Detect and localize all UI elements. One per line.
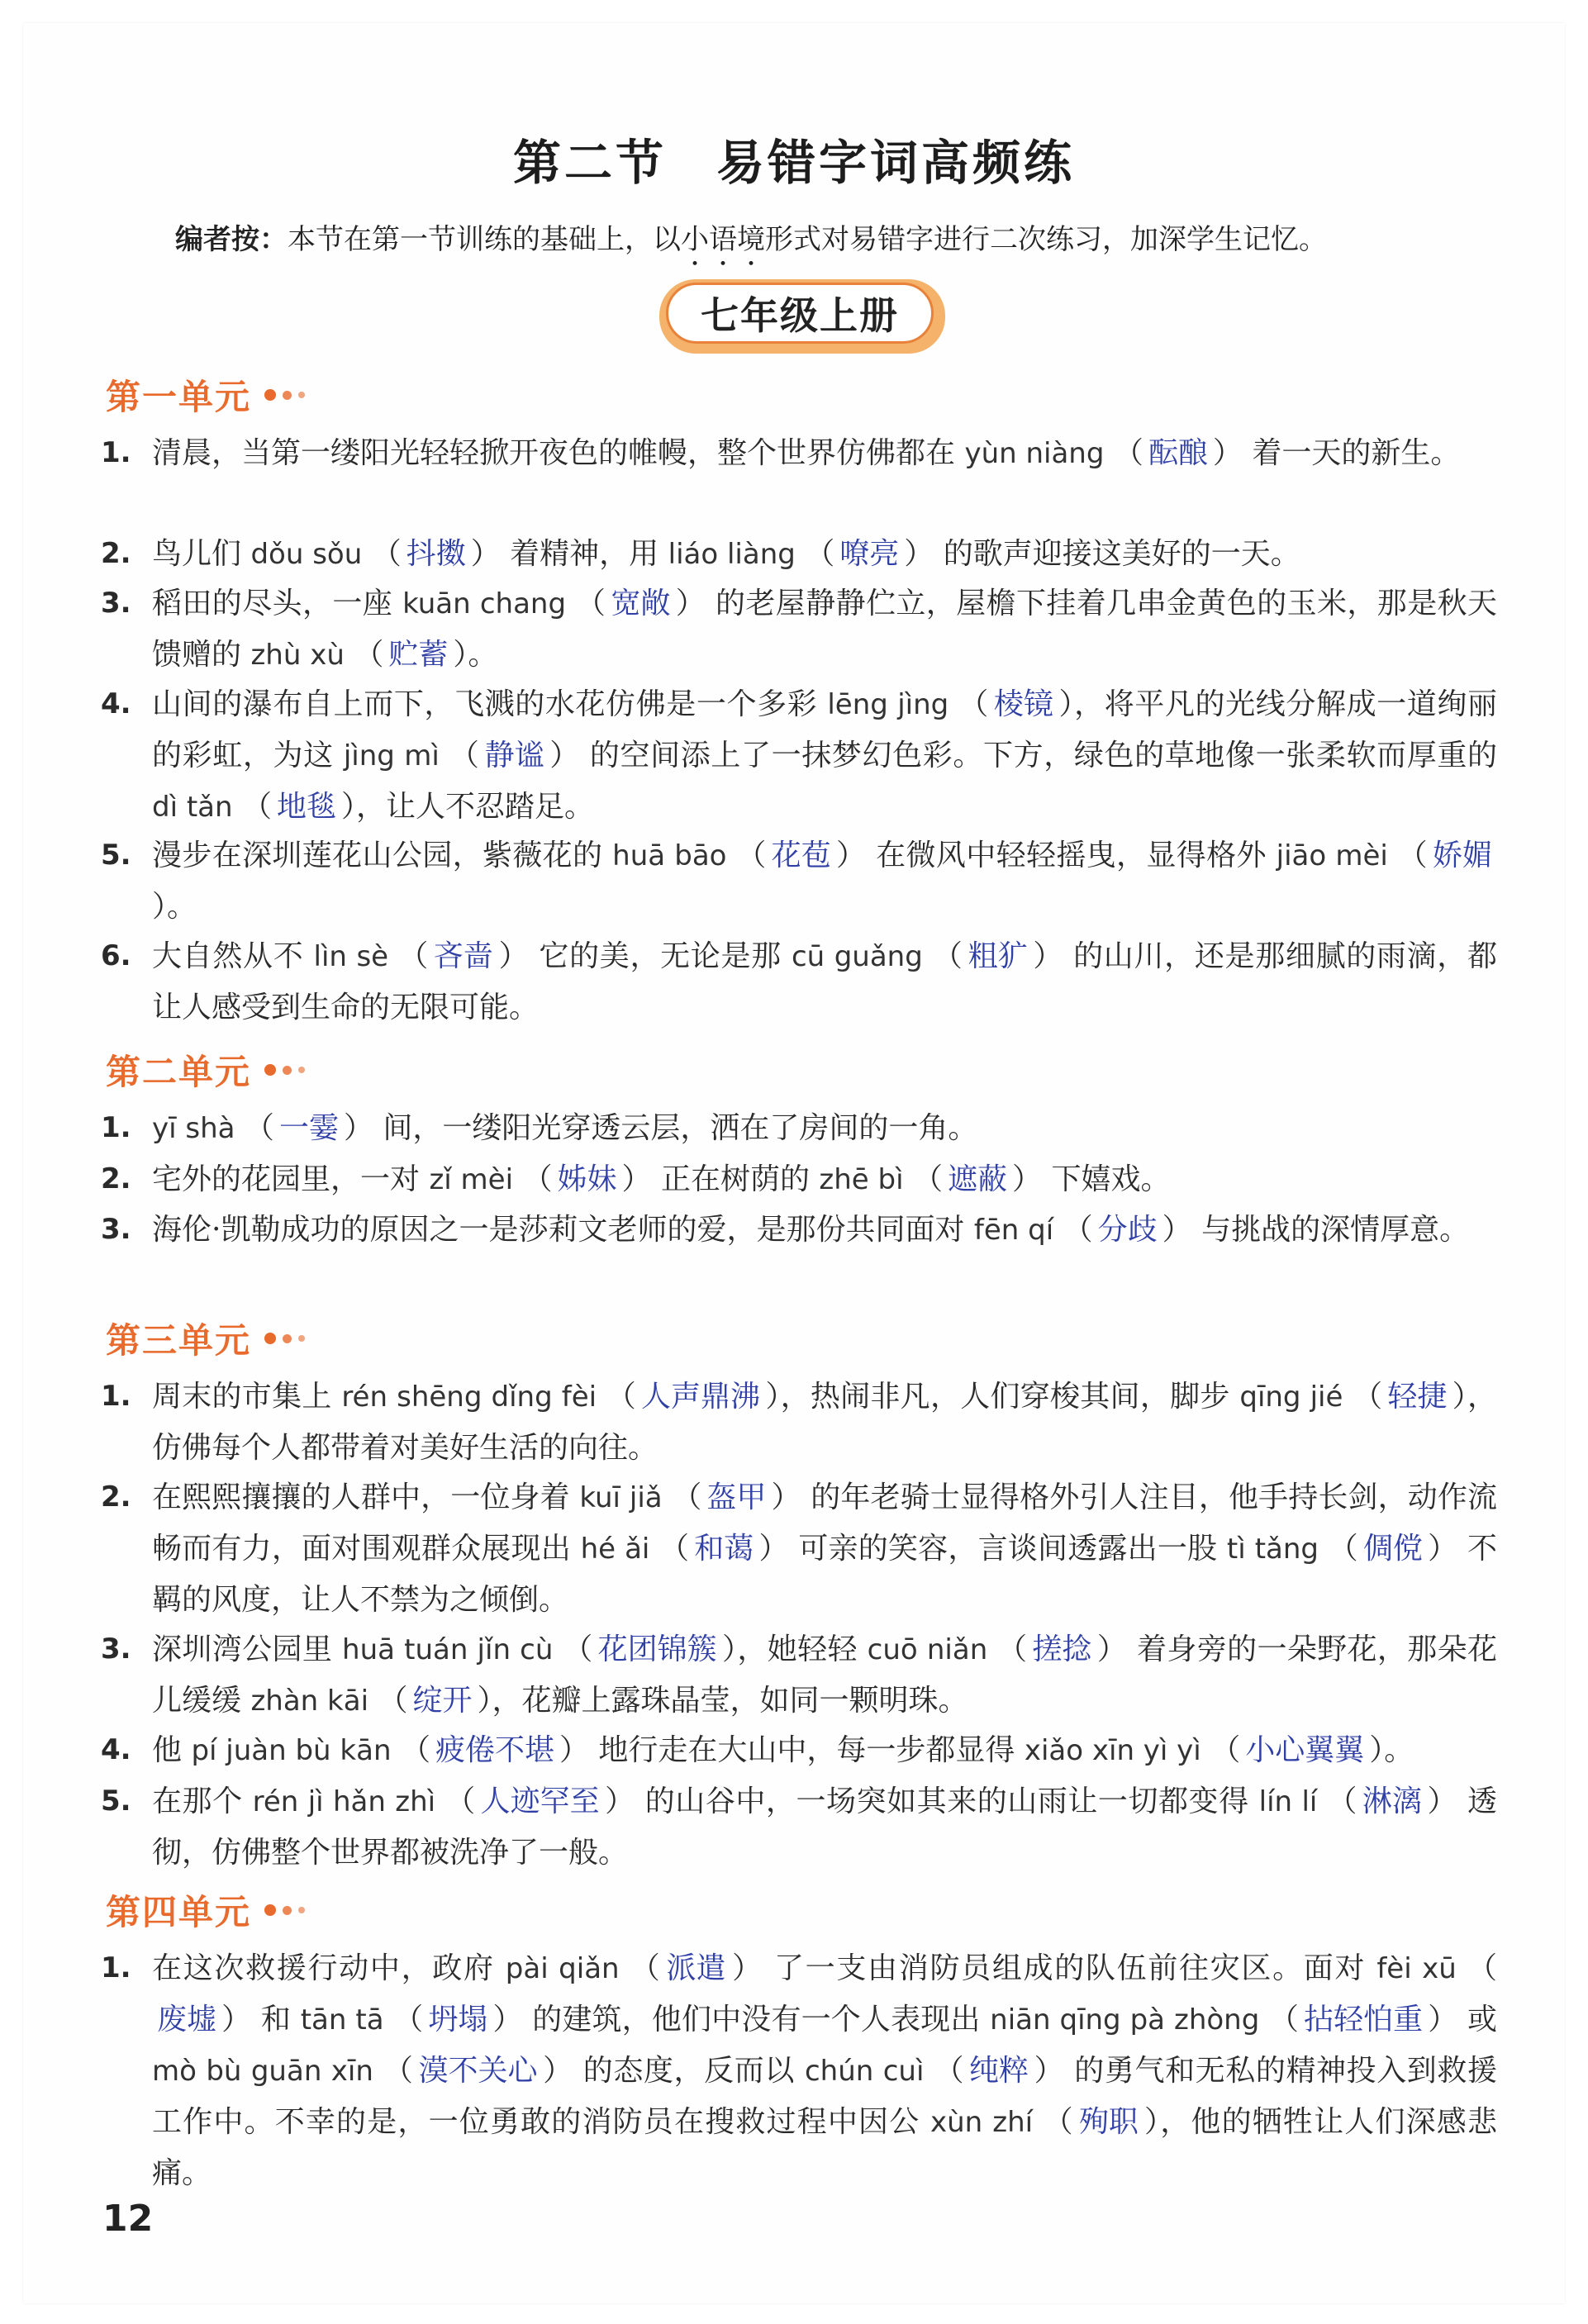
sentence-text: （ <box>391 1733 430 1767</box>
sentence-text: ），仿佛每个人都带着对美好生活的向往。 <box>152 1380 1497 1465</box>
exercise-item <box>101 529 1497 580</box>
item-number: 3. <box>101 1633 131 1666</box>
heading-dot-icon <box>298 1907 305 1913</box>
handwritten-answer: 绽开 <box>412 1684 473 1718</box>
sentence-text: （ <box>439 739 480 772</box>
sentence-text: （ <box>1317 1785 1357 1818</box>
pinyin-prompt: cū guǎng <box>791 940 923 973</box>
item-number: 1. <box>101 1111 131 1144</box>
handwritten-answer: 抖擞 <box>406 537 466 571</box>
handwritten-answer: 遮蔽 <box>948 1162 1008 1196</box>
exercise-item <box>101 1371 1497 1473</box>
item-text <box>101 428 1497 479</box>
pinyin-prompt: pài qiǎn <box>505 1952 620 1985</box>
sentence-text: 海伦·凯勒成功的原因之一是莎莉文老师的爱，是那份共同面对 <box>152 1213 974 1247</box>
item-text <box>101 529 1497 580</box>
sentence-text: 大自然从不 <box>152 939 314 973</box>
exercise-item <box>101 1103 1497 1154</box>
heading-dot-icon <box>264 1904 276 1916</box>
pinyin-prompt: hé ǎi <box>580 1533 650 1566</box>
pinyin-prompt: liáo liàng <box>668 538 796 571</box>
pinyin-prompt: chún cuì <box>804 2055 925 2088</box>
handwritten-answer: 静谧 <box>484 739 544 772</box>
item-text <box>101 1472 1497 1625</box>
pinyin-prompt: lín lí <box>1258 1785 1318 1818</box>
pinyin-prompt: fèi xū <box>1376 1952 1457 1985</box>
sentence-text: ），让人不忍踏足。 <box>341 790 595 824</box>
exercise-item <box>101 1205 1497 1256</box>
pinyin-prompt: dì tǎn <box>152 791 233 824</box>
item-number: 2. <box>101 537 131 570</box>
sentence-text: ），将平凡的光线分解成一道绚丽的彩虹，为这 <box>152 687 1497 772</box>
pinyin-prompt: kuī jiǎ <box>579 1481 663 1514</box>
pinyin-prompt: huā bāo <box>612 839 727 872</box>
pinyin-prompt: huā tuán jǐn cù <box>342 1633 554 1666</box>
sentence-text: （ <box>435 1785 476 1818</box>
sentence-text: （ <box>388 939 429 973</box>
pinyin-prompt: zhàn kāi <box>250 1685 369 1718</box>
sentence-text: ） 下嬉戏。 <box>1012 1162 1171 1196</box>
item-number: 1. <box>101 436 131 469</box>
sentence-text: ）。 <box>1369 1733 1414 1767</box>
sentence-text: ） 不羁的风度，让人不禁为之倾倒。 <box>152 1532 1497 1617</box>
item-text <box>101 830 1497 932</box>
sentence-text: （ <box>1104 436 1143 470</box>
pinyin-prompt: xùn zhí <box>930 2106 1034 2139</box>
sentence-text: 他 <box>152 1733 192 1767</box>
item-text <box>101 1371 1497 1473</box>
sentence-text: ） 它的美，无论是那 <box>497 939 792 973</box>
sentence-text: （ <box>1456 1951 1497 1985</box>
heading-dot-icon <box>283 1066 292 1075</box>
item-text <box>101 1103 1497 1154</box>
handwritten-answer: 拈轻怕重 <box>1304 2003 1424 2036</box>
sentence-text: （ <box>987 1633 1028 1666</box>
sentence-text: ） 间，一缕阳光穿透云层，洒在了房间的一角。 <box>343 1111 978 1145</box>
pinyin-prompt: rén shēng dǐng fèi <box>341 1381 597 1414</box>
editor-note-emphasis: 小语境 <box>681 223 765 256</box>
pinyin-prompt: zhù xù <box>250 639 345 672</box>
sentence-text: 在那个 <box>152 1785 253 1818</box>
handwritten-answer: 轻捷 <box>1387 1380 1448 1414</box>
sentence-text: （ <box>924 2054 965 2088</box>
sentence-text: （ <box>362 537 402 571</box>
pinyin-prompt: lēng jìng <box>827 688 949 721</box>
item-number: 1. <box>101 1380 131 1413</box>
sentence-text: （ <box>373 2054 414 2088</box>
sentence-text: 稻田的尽头，一座 <box>152 587 403 620</box>
handwritten-answer: 酝酿 <box>1148 436 1208 470</box>
heading-dot-icon <box>264 1064 276 1076</box>
unit-heading <box>106 1045 305 1095</box>
sentence-text: 漫步在深圳莲花山公园，紫薇花的 <box>152 839 613 872</box>
pinyin-prompt: lìn sè <box>313 940 389 973</box>
sentence-text: （ <box>1259 2003 1300 2036</box>
sentence-text: 宅外的花园里，一对 <box>152 1162 430 1196</box>
handwritten-answer: 纯粹 <box>969 2054 1029 2088</box>
item-text <box>101 1725 1497 1776</box>
sentence-text: ） 的空间添上了一抹梦幻色彩。下方，绿色的草地像一张柔软而厚重的 <box>549 739 1497 772</box>
exercise-item <box>101 578 1497 681</box>
sentence-text: （ <box>383 2003 424 2036</box>
sentence-text: ） 可亲的笑容，言谈间透露出一股 <box>758 1532 1227 1566</box>
item-number: 2. <box>101 1480 131 1514</box>
editor-note-text-b: 形式对易错字进行二次练习，加深学生记忆。 <box>765 223 1327 256</box>
sentence-text: ） 的山谷中，一场突如其来的山雨让一切都变得 <box>604 1785 1259 1818</box>
handwritten-answer: 坍塌 <box>428 2003 488 2036</box>
handwritten-answer: 漠不关心 <box>418 2054 538 2088</box>
sentence-text: 深圳湾公园里 <box>152 1633 343 1666</box>
pinyin-prompt: yùn niàng <box>964 437 1105 470</box>
heading-dot-icon <box>298 392 305 398</box>
sentence-text: ） 的老屋静静伫立，屋檐下挂着几串金黄色的玉米，那是秋天馈赠的 <box>152 587 1497 672</box>
sentence-text: （ <box>903 1162 944 1196</box>
item-text <box>101 1205 1497 1256</box>
sentence-text: ），他的牺牲让人们深感悲痛。 <box>152 2105 1497 2190</box>
sentence-text: ） 的建筑，他们中没有一个人表现出 <box>492 2003 991 2036</box>
heading-dot-icon <box>283 391 292 400</box>
editor-note-text-a: 本节在第一节训练的基础上，以 <box>288 223 681 256</box>
item-number: 4. <box>101 687 131 720</box>
unit-heading <box>106 370 305 420</box>
handwritten-answer: 娇媚 <box>1433 839 1493 872</box>
sentence-text: （ <box>368 1684 408 1718</box>
sentence-text: ），花瓣上露珠晶莹，如同一颗明珠。 <box>477 1684 968 1718</box>
section-title <box>0 124 1588 193</box>
handwritten-answer: 人声鼎沸 <box>641 1380 761 1414</box>
sentence-text: ） 着一天的新生。 <box>1212 436 1461 470</box>
exercise-item <box>101 1624 1497 1727</box>
sentence-text: ） 和 <box>221 2003 301 2036</box>
sentence-text: （ <box>795 537 835 571</box>
unit-title: 第二单元 <box>106 1052 252 1092</box>
grade-badge <box>659 279 945 354</box>
pinyin-prompt: jìng mì <box>343 739 440 772</box>
item-text <box>101 679 1497 833</box>
handwritten-answer: 花苞 <box>771 839 831 872</box>
sentence-text: （ <box>1033 2105 1074 2139</box>
handwritten-answer: 盔甲 <box>706 1480 767 1514</box>
grade-badge-label: 七年级上册 <box>666 283 934 344</box>
sentence-text: ）。 <box>453 638 498 672</box>
heading-dot-icon <box>298 1335 305 1342</box>
sentence-text: （ <box>1343 1380 1383 1414</box>
item-number: 4. <box>101 1733 131 1766</box>
exercise-item <box>101 1472 1497 1625</box>
sentence-text: （ <box>649 1532 690 1566</box>
sentence-text: 在熙熙攘攘的人群中，一位身着 <box>152 1480 580 1514</box>
item-number: 5. <box>101 1785 131 1818</box>
pinyin-prompt: qīng jié <box>1239 1381 1343 1414</box>
handwritten-answer: 人迹罕至 <box>480 1785 600 1818</box>
pinyin-prompt: rén jì hǎn zhì <box>252 1785 436 1818</box>
handwritten-answer: 小心翼翼 <box>1245 1733 1365 1767</box>
handwritten-answer: 粗犷 <box>968 939 1028 973</box>
sentence-text: （ <box>566 587 606 620</box>
sentence-text: ），她轻轻 <box>721 1633 868 1666</box>
item-number: 1. <box>101 1951 131 1984</box>
handwritten-answer: 贮蓄 <box>388 638 449 672</box>
sentence-text: ） 的态度，反而以 <box>542 2054 805 2088</box>
handwritten-answer: 宽敞 <box>611 587 671 620</box>
page-number: 12 <box>102 2198 154 2240</box>
handwritten-answer: 分歧 <box>1097 1213 1158 1247</box>
pinyin-prompt: zhē bì <box>819 1163 904 1196</box>
heading-dot-icon <box>283 1334 292 1343</box>
sentence-text: （ <box>553 1633 593 1666</box>
pinyin-prompt: pí juàn bù kān <box>191 1734 392 1767</box>
exercise-item <box>101 1725 1497 1776</box>
handwritten-answer: 嘹亮 <box>839 537 900 571</box>
sentence-text: ） 着精神，用 <box>470 537 668 571</box>
handwritten-answer: 花团锦簇 <box>597 1633 717 1666</box>
sentence-text: ） 在微风中轻轻摇曳，显得格外 <box>835 839 1277 872</box>
section-number: 第二节 <box>512 135 667 191</box>
handwritten-answer: 棱镜 <box>993 687 1053 721</box>
item-text <box>101 1776 1497 1878</box>
sentence-text: （ <box>619 1951 662 1985</box>
sentence-text: （ <box>1053 1213 1093 1247</box>
exercise-item <box>101 1776 1497 1878</box>
handwritten-answer: 疲倦不堪 <box>435 1733 554 1767</box>
handwritten-answer: 倜傥 <box>1362 1532 1423 1566</box>
pinyin-prompt: yī shà <box>152 1112 235 1145</box>
sentence-text: （ <box>513 1162 553 1196</box>
sentence-text: （ <box>232 790 273 824</box>
item-number: 2. <box>101 1162 131 1195</box>
exercise-item <box>101 1943 1497 2198</box>
sentence-text: ） 的山川，还是那细腻的雨滴，都让人感受到生命的无限可能。 <box>152 939 1497 1024</box>
unit-heading <box>106 1314 305 1363</box>
item-text <box>101 578 1497 681</box>
unit-title: 第四单元 <box>106 1892 252 1932</box>
sentence-text: （ <box>726 839 767 872</box>
sentence-text: ） 着身旁的一朵野花，那朵花儿缓缓 <box>152 1633 1498 1718</box>
sentence-text: （ <box>597 1380 637 1414</box>
pinyin-prompt: cuō niǎn <box>867 1633 988 1666</box>
sentence-text: （ <box>235 1111 274 1145</box>
sentence-text: ），热闹非凡，人们穿梭其间，脚步 <box>765 1380 1240 1414</box>
sentence-text: （ <box>662 1480 702 1514</box>
handwritten-answer: 殉职 <box>1078 2105 1139 2139</box>
sentence-text: ） 的勇气和无私的精神投入到救援工作中。不幸的是，一位勇敢的消防员在搜救过程中因公 <box>152 2054 1497 2139</box>
pinyin-prompt: jiāo mèi <box>1276 839 1388 872</box>
pinyin-prompt: xiǎo xīn yì yì <box>1024 1734 1201 1767</box>
handwritten-answer: 地毯 <box>277 790 337 824</box>
pinyin-prompt: tān tā <box>300 2003 384 2036</box>
item-number: 3. <box>101 1213 131 1246</box>
sentence-text: （ <box>1387 839 1428 872</box>
unit-heading <box>106 1885 305 1935</box>
unit-title: 第一单元 <box>106 377 252 417</box>
sentence-text: ） 与挑战的深情厚意。 <box>1162 1213 1470 1247</box>
editor-note <box>175 216 1497 273</box>
sentence-text: 山间的瀑布自上而下，飞溅的水花仿佛是一个多彩 <box>152 687 828 721</box>
handwritten-answer: 吝啬 <box>433 939 493 973</box>
handwritten-answer: 搓捻 <box>1032 1633 1092 1666</box>
sentence-text: （ <box>949 687 989 721</box>
pinyin-prompt: zǐ mèi <box>429 1163 514 1196</box>
exercise-item <box>101 428 1497 479</box>
sentence-text: （ <box>1201 1733 1241 1767</box>
heading-dot-icon <box>283 1906 292 1915</box>
item-text <box>101 931 1497 1033</box>
sentence-text: ） 了一支由消防员组成的队伍前往灾区。面对 <box>730 1951 1377 1985</box>
sentence-text: ） 的歌声迎接这美好的一天。 <box>904 537 1300 571</box>
sentence-text: （ <box>1319 1532 1358 1566</box>
pinyin-prompt: dǒu sǒu <box>250 538 363 571</box>
exercise-item <box>101 931 1497 1033</box>
handwritten-answer: 淋漓 <box>1362 1785 1422 1818</box>
handwritten-answer: 姊妹 <box>557 1162 617 1196</box>
sentence-text: 周末的市集上 <box>152 1380 342 1414</box>
sentence-text: （ <box>922 939 963 973</box>
handwritten-answer: 废墟 <box>157 2003 217 2036</box>
pinyin-prompt: fēn qí <box>973 1214 1054 1247</box>
handwritten-answer: 一霎 <box>278 1111 339 1145</box>
exercise-item <box>101 679 1497 833</box>
exercise-item <box>101 1154 1497 1205</box>
item-number: 5. <box>101 839 131 872</box>
sentence-text: ） 地行走在大山中，每一步都显得 <box>559 1733 1025 1767</box>
item-number: 3. <box>101 587 131 620</box>
sentence-text: ） 正在树荫的 <box>621 1162 820 1196</box>
sentence-text: 在这次救援行动中，政府 <box>152 1951 506 1985</box>
pinyin-prompt: kuān chang <box>402 587 567 620</box>
sentence-text: （ <box>344 638 384 672</box>
heading-dot-icon <box>264 389 276 401</box>
sentence-text: 清晨，当第一缕阳光轻轻掀开夜色的帷幔，整个世界仿佛都在 <box>152 436 965 470</box>
heading-dot-icon <box>298 1067 305 1073</box>
sentence-text: ） 透彻，仿佛整个世界都被洗净了一般。 <box>152 1785 1498 1870</box>
handwritten-answer: 派遣 <box>666 1951 726 1985</box>
item-number: 6. <box>101 939 131 972</box>
editor-note-label: 编者按： <box>175 223 288 256</box>
sentence-text: ）。 <box>152 890 197 924</box>
sentence-text: ） 的年老骑士显得格外引人注目，他手持长剑，动作流畅而有力，面对围观群众展现出 <box>152 1480 1497 1566</box>
sentence-text: ） 或 <box>1428 2003 1497 2036</box>
item-text <box>101 1943 1497 2198</box>
pinyin-prompt: niān qīng pà zhòng <box>990 2003 1260 2036</box>
sentence-text: 鸟儿们 <box>152 537 251 571</box>
pinyin-prompt: tì tǎng <box>1226 1533 1319 1566</box>
exercise-item <box>101 830 1497 932</box>
item-text <box>101 1154 1497 1205</box>
handwritten-answer: 和蔼 <box>694 1532 754 1566</box>
pinyin-prompt: mò bù guān xīn <box>152 2055 373 2088</box>
heading-dot-icon <box>264 1333 276 1344</box>
unit-title: 第三单元 <box>106 1320 252 1361</box>
item-text <box>101 1624 1497 1727</box>
section-name: 易错字词高频练 <box>716 135 1076 191</box>
